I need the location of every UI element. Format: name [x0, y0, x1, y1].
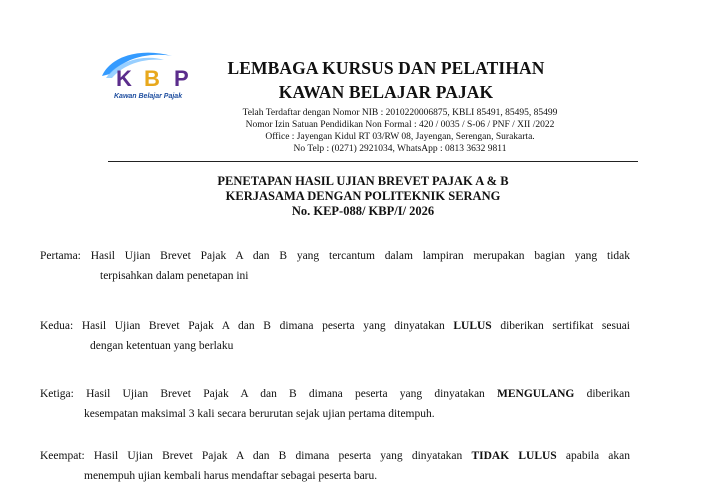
contact-line: No Telp : (0271) 2921034, WhatsApp : 0813 3632 9811: [293, 144, 507, 154]
logo-letter-p: P: [174, 66, 189, 91]
paragraph-first-line: Kedua: Hasil Ujian Brevet Pajak A dan B dimana peserta yang dinyatakan LULUS diberikan sertifikat sesuai: [40, 320, 631, 332]
office-address-line: Office : Jayengan Kidul RT 03/RW 08, Jayengan, Serengan, Surakarta.: [265, 132, 535, 142]
logo-caption: Kawan Belajar Pajak: [114, 93, 183, 100]
logo-letter-b: B: [144, 66, 160, 91]
permit-line: Nomor Izin Satuan Pendidikan Non Formal : 420 / 0035 / S-06 / PNF / XII /2022: [245, 120, 555, 130]
status-mengulang: MENGULANG: [497, 388, 575, 400]
org-name-line-1: LEMBAGA KURSUS DAN PELATIHAN: [227, 58, 545, 78]
header-divider: [108, 161, 638, 162]
document-number: No. KEP-088/ KBP/I/ 2026: [291, 204, 435, 218]
paragraph-ketiga: [40, 388, 630, 420]
paragraph-kedua: [40, 320, 630, 352]
paragraph-keempat: [40, 450, 630, 482]
logo-letter-k: K: [116, 66, 132, 91]
paragraph-continuation: terpisahkan dalam penetapan ini: [100, 270, 249, 282]
org-name-line-2: KAWAN BELAJAR PAJAK: [278, 82, 494, 102]
paragraph-first-line: Keempat: Hasil Ujian Brevet Pajak A dan B dimana peserta yang dinyatakan TIDAK LULUS apabila akan: [40, 450, 630, 462]
kbp-logo: [94, 46, 210, 102]
paragraph-first-line: Pertama: Hasil Ujian Brevet Pajak A dan B yang tercantum dalam lampiran merupakan bagian yang tidak: [40, 250, 630, 262]
status-lulus: LULUS: [453, 320, 492, 332]
paragraph-continuation: dengan ketentuan yang berlaku: [90, 340, 234, 352]
status-tidak-lulus: TIDAK LULUS: [471, 450, 557, 462]
document-title-line-1: PENETAPAN HASIL UJIAN BREVET PAJAK A & B: [217, 174, 509, 188]
paragraph-continuation: kesempatan maksimal 3 kali secara berurutan sejak ujian pertama ditempuh.: [84, 408, 435, 420]
paragraph-pertama: [40, 250, 630, 282]
registration-line: Telah Terdaftar dengan Nomor NIB : 2010220006875, KBLI 85491, 85495, 85499: [242, 108, 558, 118]
paragraph-continuation: menempuh ujian kembali harus mendaftar sebagai peserta baru.: [84, 470, 378, 482]
paragraph-first-line: Ketiga: Hasil Ujian Brevet Pajak A dan B dimana peserta yang dinyatakan MENGULANG diberikan: [40, 388, 630, 400]
document-title-line-2: KERJASAMA DENGAN POLITEKNIK SERANG: [225, 189, 501, 203]
